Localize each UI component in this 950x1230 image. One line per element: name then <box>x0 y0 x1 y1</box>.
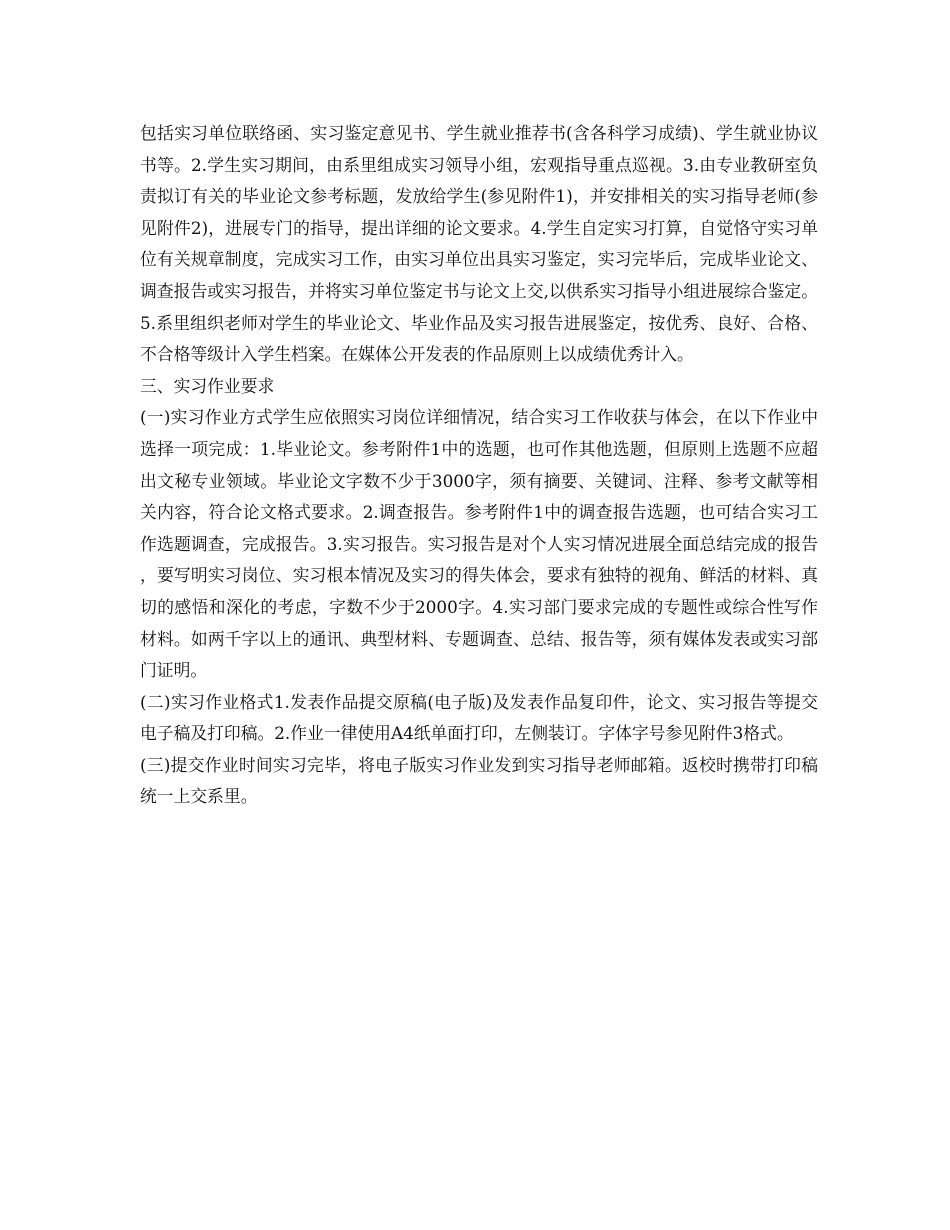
paragraph-assignment-layout: (二)实习作业格式1.发表作品提交原稿(电子版)及发表作品复印件，论文、实习报告等提交电子稿及打印稿。2.作业一律使用A4纸单面打印，左侧装订。字体字号参见附件3格式。 <box>140 691 818 744</box>
section-heading-assignment-requirements: 三、实习作业要求 <box>140 375 275 396</box>
paragraph-assignment-format-options: (一)实习作业方式学生应依照实习岗位详细情况，结合实习工作收获与体会，在以下作业中选择一项完成：1.毕业论文。参考附件1中的选题，也可作其他选题，但原则上选题不应超出文秘专业领域。毕业论文字数不少于3000字，须有摘要、关键词、注释、参考文献等相关内容，符合论文格式要求。2.调查报告。参考附件1中的调查报告选题，也可结合实习工作选题调查，完成报告。3.实习报告。实习报告是对个人实习情况进展全面总结完成的报告，要写明实习岗位、实习根本情况及实习的得失体会，要求有独特的视角、鲜活的材料、真切的感悟和深化的考虑，字数不少于2000字。4.实习部门要求完成的专题性或综合性写作材料。如两千字以上的通讯、典型材料、专题调查、总结、报告等，须有媒体发表或实习部门证明。 <box>140 407 818 681</box>
document-page <box>140 118 818 813</box>
paragraph-internship-procedure: 包括实习单位联络函、实习鉴定意见书、学生就业推荐书(含各科学习成绩)、学生就业协议书等。2.学生实习期间，由系里组成实习领导小组，宏观指导重点巡视。3.由专业教研室负责拟订有关的毕业论文参考标题，发放给学生(参见附件1)，并安排相关的实习指导老师(参见附件2)，进展专门的指导，提出详细的论文要求。4.学生自定实习打算，自觉恪守实习单位有关规章制度，完成实习工作，由实习单位出具实习鉴定，实习完毕后，完成毕业论文、调查报告或实习报告，并将实习单位鉴定书与论文上交,以供系实习指导小组进展综合鉴定。5.系里组织老师对学生的毕业论文、毕业作品及实习报告进展鉴定，按优秀、良好、合格、不合格等级计入学生档案。在媒体公开发表的作品原则上以成绩优秀计入。 <box>140 123 818 365</box>
paragraph-submission-time: (三)提交作业时间实习完毕，将电子版实习作业发到实习指导老师邮箱。返校时携带打印稿统一上交系里。 <box>140 754 818 807</box>
